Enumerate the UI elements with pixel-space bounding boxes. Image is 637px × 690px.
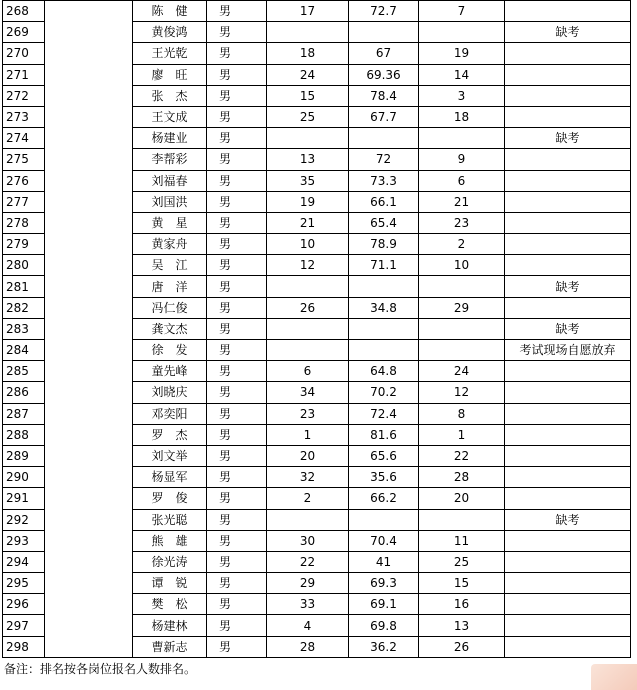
remark-cell (505, 43, 631, 64)
score-b-cell (349, 22, 419, 43)
score-a-cell: 10 (267, 234, 349, 255)
table-row (3, 445, 631, 466)
gender-cell: 男 (207, 636, 267, 657)
score-a-cell: 20 (267, 445, 349, 466)
remark-cell (505, 64, 631, 85)
table-row (3, 551, 631, 572)
position-cell (45, 361, 133, 382)
table-row (3, 212, 631, 233)
name-cell: 王光乾 (133, 43, 207, 64)
score-a-cell: 12 (267, 255, 349, 276)
score-b-cell: 34.8 (349, 297, 419, 318)
position-cell (45, 403, 133, 424)
rank-cell: 8 (419, 403, 505, 424)
score-b-cell (349, 276, 419, 297)
score-b-cell: 81.6 (349, 424, 419, 445)
table-row (3, 1, 631, 22)
score-b-cell: 69.36 (349, 64, 419, 85)
gender-cell: 男 (207, 361, 267, 382)
row-number: 271 (3, 64, 45, 85)
name-cell: 童先峰 (133, 361, 207, 382)
gender-cell: 男 (207, 467, 267, 488)
row-number: 283 (3, 318, 45, 339)
remark-cell (505, 106, 631, 127)
position-cell (45, 85, 133, 106)
table-row (3, 191, 631, 212)
rank-cell: 13 (419, 615, 505, 636)
position-cell (45, 297, 133, 318)
score-a-cell: 33 (267, 594, 349, 615)
gender-cell: 男 (207, 64, 267, 85)
row-number: 280 (3, 255, 45, 276)
footnote: 备注：排名按各岗位报名人数排名。 (4, 662, 197, 676)
position-cell (45, 255, 133, 276)
remark-cell (505, 149, 631, 170)
rank-cell: 15 (419, 573, 505, 594)
row-number: 270 (3, 43, 45, 64)
score-b-cell: 78.9 (349, 234, 419, 255)
score-a-cell: 21 (267, 212, 349, 233)
remark-cell (505, 85, 631, 106)
row-number: 297 (3, 615, 45, 636)
table-row (3, 467, 631, 488)
gender-cell: 男 (207, 615, 267, 636)
name-cell: 唐 洋 (133, 276, 207, 297)
remark-cell (505, 551, 631, 572)
score-b-cell: 71.1 (349, 255, 419, 276)
name-cell: 曹新志 (133, 636, 207, 657)
score-b-cell: 36.2 (349, 636, 419, 657)
position-cell (45, 128, 133, 149)
rank-cell: 21 (419, 191, 505, 212)
gender-cell: 男 (207, 255, 267, 276)
remark-cell (505, 615, 631, 636)
table-row (3, 64, 631, 85)
table-row (3, 615, 631, 636)
score-b-cell: 72.4 (349, 403, 419, 424)
position-cell (45, 467, 133, 488)
rank-cell: 26 (419, 636, 505, 657)
remark-cell: 缺考 (505, 509, 631, 530)
score-a-cell (267, 22, 349, 43)
name-cell: 徐 发 (133, 340, 207, 361)
table-row (3, 106, 631, 127)
name-cell: 邓奕阳 (133, 403, 207, 424)
name-cell: 徐光涛 (133, 551, 207, 572)
position-cell (45, 551, 133, 572)
position-cell (45, 234, 133, 255)
position-cell (45, 276, 133, 297)
remark-cell: 缺考 (505, 22, 631, 43)
row-number: 279 (3, 234, 45, 255)
position-cell (45, 22, 133, 43)
gender-cell: 男 (207, 403, 267, 424)
score-b-cell (349, 128, 419, 149)
remark-cell (505, 403, 631, 424)
watermark-logo (591, 664, 637, 690)
rank-cell: 3 (419, 85, 505, 106)
rank-cell: 20 (419, 488, 505, 509)
position-cell (45, 106, 133, 127)
rank-cell: 10 (419, 255, 505, 276)
position-cell (45, 340, 133, 361)
score-b-cell: 35.6 (349, 467, 419, 488)
gender-cell: 男 (207, 1, 267, 22)
remark-cell (505, 382, 631, 403)
rank-cell (419, 509, 505, 530)
gender-cell: 男 (207, 85, 267, 106)
remark-cell (505, 361, 631, 382)
rank-cell: 16 (419, 594, 505, 615)
position-cell (45, 191, 133, 212)
score-a-cell (267, 128, 349, 149)
row-number: 272 (3, 85, 45, 106)
position-cell (45, 573, 133, 594)
name-cell: 王文成 (133, 106, 207, 127)
score-b-cell: 72.7 (349, 1, 419, 22)
gender-cell: 男 (207, 445, 267, 466)
remark-cell: 考试现场自愿放弃 (505, 340, 631, 361)
name-cell: 张光聪 (133, 509, 207, 530)
gender-cell: 男 (207, 509, 267, 530)
score-b-cell: 73.3 (349, 170, 419, 191)
row-number: 273 (3, 106, 45, 127)
position-cell (45, 424, 133, 445)
gender-cell: 男 (207, 488, 267, 509)
remark-cell (505, 191, 631, 212)
score-a-cell: 6 (267, 361, 349, 382)
score-a-cell (267, 340, 349, 361)
row-number: 295 (3, 573, 45, 594)
name-cell: 杨建业 (133, 128, 207, 149)
name-cell: 杨建林 (133, 615, 207, 636)
row-number: 296 (3, 594, 45, 615)
score-b-cell: 69.8 (349, 615, 419, 636)
row-number: 276 (3, 170, 45, 191)
score-b-cell (349, 509, 419, 530)
position-cell (45, 488, 133, 509)
remark-cell (505, 255, 631, 276)
rank-cell: 18 (419, 106, 505, 127)
table-row (3, 340, 631, 361)
row-number: 282 (3, 297, 45, 318)
score-a-cell (267, 509, 349, 530)
position-cell (45, 318, 133, 339)
score-a-cell: 28 (267, 636, 349, 657)
score-b-cell: 65.4 (349, 212, 419, 233)
table-row (3, 234, 631, 255)
row-number: 294 (3, 551, 45, 572)
score-a-cell: 30 (267, 530, 349, 551)
rank-cell (419, 318, 505, 339)
name-cell: 刘文举 (133, 445, 207, 466)
score-a-cell: 19 (267, 191, 349, 212)
name-cell: 冯仁俊 (133, 297, 207, 318)
score-b-cell: 72 (349, 149, 419, 170)
rank-cell: 7 (419, 1, 505, 22)
gender-cell: 男 (207, 128, 267, 149)
gender-cell: 男 (207, 573, 267, 594)
name-cell: 廖 旺 (133, 64, 207, 85)
position-cell (45, 594, 133, 615)
rank-cell: 14 (419, 64, 505, 85)
row-number: 269 (3, 22, 45, 43)
rank-cell: 24 (419, 361, 505, 382)
rank-cell: 6 (419, 170, 505, 191)
remark-cell (505, 1, 631, 22)
score-a-cell: 17 (267, 1, 349, 22)
position-cell (45, 636, 133, 657)
score-b-cell: 41 (349, 551, 419, 572)
remark-cell (505, 424, 631, 445)
row-number: 291 (3, 488, 45, 509)
rank-cell (419, 276, 505, 297)
row-number: 284 (3, 340, 45, 361)
table-row (3, 128, 631, 149)
score-b-cell (349, 340, 419, 361)
remark-cell (505, 170, 631, 191)
score-b-cell: 67 (349, 43, 419, 64)
rank-cell (419, 340, 505, 361)
remark-cell (505, 594, 631, 615)
table-row (3, 403, 631, 424)
gender-cell: 男 (207, 43, 267, 64)
position-cell (45, 1, 133, 22)
score-a-cell: 13 (267, 149, 349, 170)
score-a-cell: 34 (267, 382, 349, 403)
score-a-cell (267, 318, 349, 339)
name-cell: 罗 俊 (133, 488, 207, 509)
row-number: 274 (3, 128, 45, 149)
table-row (3, 636, 631, 657)
score-a-cell: 25 (267, 106, 349, 127)
score-b-cell: 67.7 (349, 106, 419, 127)
results-table-body (3, 1, 631, 658)
row-number: 281 (3, 276, 45, 297)
table-row (3, 43, 631, 64)
gender-cell: 男 (207, 22, 267, 43)
row-number: 289 (3, 445, 45, 466)
table-row (3, 594, 631, 615)
gender-cell: 男 (207, 424, 267, 445)
name-cell: 谭 锐 (133, 573, 207, 594)
rank-cell: 12 (419, 382, 505, 403)
results-table (2, 0, 631, 658)
name-cell: 张 杰 (133, 85, 207, 106)
score-b-cell: 78.4 (349, 85, 419, 106)
remark-cell (505, 234, 631, 255)
gender-cell: 男 (207, 149, 267, 170)
score-b-cell: 64.8 (349, 361, 419, 382)
rank-cell: 23 (419, 212, 505, 233)
remark-cell (505, 530, 631, 551)
row-number: 285 (3, 361, 45, 382)
score-b-cell: 70.2 (349, 382, 419, 403)
score-a-cell: 22 (267, 551, 349, 572)
gender-cell: 男 (207, 191, 267, 212)
score-a-cell: 35 (267, 170, 349, 191)
row-number: 286 (3, 382, 45, 403)
position-cell (45, 64, 133, 85)
name-cell: 熊 雄 (133, 530, 207, 551)
row-number: 277 (3, 191, 45, 212)
table-row (3, 530, 631, 551)
rank-cell: 1 (419, 424, 505, 445)
rank-cell: 9 (419, 149, 505, 170)
score-a-cell: 18 (267, 43, 349, 64)
rank-cell: 28 (419, 467, 505, 488)
name-cell: 樊 松 (133, 594, 207, 615)
score-a-cell: 2 (267, 488, 349, 509)
table-row (3, 22, 631, 43)
remark-cell (505, 212, 631, 233)
rank-cell (419, 128, 505, 149)
remark-cell (505, 488, 631, 509)
position-cell (45, 170, 133, 191)
gender-cell: 男 (207, 212, 267, 233)
name-cell: 吴 江 (133, 255, 207, 276)
name-cell: 杨显军 (133, 467, 207, 488)
table-row (3, 149, 631, 170)
name-cell: 陈 健 (133, 1, 207, 22)
score-a-cell: 23 (267, 403, 349, 424)
position-cell (45, 43, 133, 64)
score-a-cell: 4 (267, 615, 349, 636)
name-cell: 刘福春 (133, 170, 207, 191)
table-row (3, 297, 631, 318)
gender-cell: 男 (207, 551, 267, 572)
row-number: 292 (3, 509, 45, 530)
score-b-cell: 69.3 (349, 573, 419, 594)
gender-cell: 男 (207, 106, 267, 127)
rank-cell: 11 (419, 530, 505, 551)
gender-cell: 男 (207, 382, 267, 403)
name-cell: 黄俊鸿 (133, 22, 207, 43)
table-row (3, 509, 631, 530)
row-number: 278 (3, 212, 45, 233)
rank-cell: 25 (419, 551, 505, 572)
row-number: 290 (3, 467, 45, 488)
remark-cell (505, 467, 631, 488)
table-row (3, 170, 631, 191)
gender-cell: 男 (207, 340, 267, 361)
position-cell (45, 212, 133, 233)
name-cell: 刘晓庆 (133, 382, 207, 403)
position-cell (45, 509, 133, 530)
gender-cell: 男 (207, 276, 267, 297)
rank-cell (419, 22, 505, 43)
score-b-cell: 66.1 (349, 191, 419, 212)
name-cell: 黄家舟 (133, 234, 207, 255)
row-number: 268 (3, 1, 45, 22)
rank-cell: 2 (419, 234, 505, 255)
gender-cell: 男 (207, 170, 267, 191)
table-row (3, 361, 631, 382)
score-b-cell: 65.6 (349, 445, 419, 466)
score-b-cell (349, 318, 419, 339)
remark-cell (505, 297, 631, 318)
table-row (3, 276, 631, 297)
score-a-cell: 32 (267, 467, 349, 488)
score-a-cell: 26 (267, 297, 349, 318)
table-row (3, 255, 631, 276)
position-cell (45, 149, 133, 170)
position-cell (45, 445, 133, 466)
gender-cell: 男 (207, 318, 267, 339)
row-number: 287 (3, 403, 45, 424)
gender-cell: 男 (207, 530, 267, 551)
score-b-cell: 70.4 (349, 530, 419, 551)
remark-cell (505, 573, 631, 594)
name-cell: 刘国洪 (133, 191, 207, 212)
name-cell: 罗 杰 (133, 424, 207, 445)
remark-cell: 缺考 (505, 128, 631, 149)
row-number: 288 (3, 424, 45, 445)
position-cell (45, 530, 133, 551)
position-cell (45, 382, 133, 403)
remark-cell: 缺考 (505, 276, 631, 297)
name-cell: 李帮彩 (133, 149, 207, 170)
rank-cell: 19 (419, 43, 505, 64)
table-row (3, 85, 631, 106)
table-row (3, 382, 631, 403)
table-row (3, 318, 631, 339)
table-row (3, 424, 631, 445)
gender-cell: 男 (207, 234, 267, 255)
position-cell (45, 615, 133, 636)
score-b-cell: 69.1 (349, 594, 419, 615)
score-a-cell: 15 (267, 85, 349, 106)
rank-cell: 22 (419, 445, 505, 466)
name-cell: 黄 星 (133, 212, 207, 233)
remark-cell (505, 445, 631, 466)
score-a-cell: 1 (267, 424, 349, 445)
remark-cell: 缺考 (505, 318, 631, 339)
gender-cell: 男 (207, 297, 267, 318)
score-a-cell: 29 (267, 573, 349, 594)
gender-cell: 男 (207, 594, 267, 615)
row-number: 298 (3, 636, 45, 657)
score-a-cell: 24 (267, 64, 349, 85)
score-a-cell (267, 276, 349, 297)
row-number: 293 (3, 530, 45, 551)
table-row (3, 488, 631, 509)
rank-cell: 29 (419, 297, 505, 318)
table-row (3, 573, 631, 594)
row-number: 275 (3, 149, 45, 170)
name-cell: 龚文杰 (133, 318, 207, 339)
score-b-cell: 66.2 (349, 488, 419, 509)
remark-cell (505, 636, 631, 657)
